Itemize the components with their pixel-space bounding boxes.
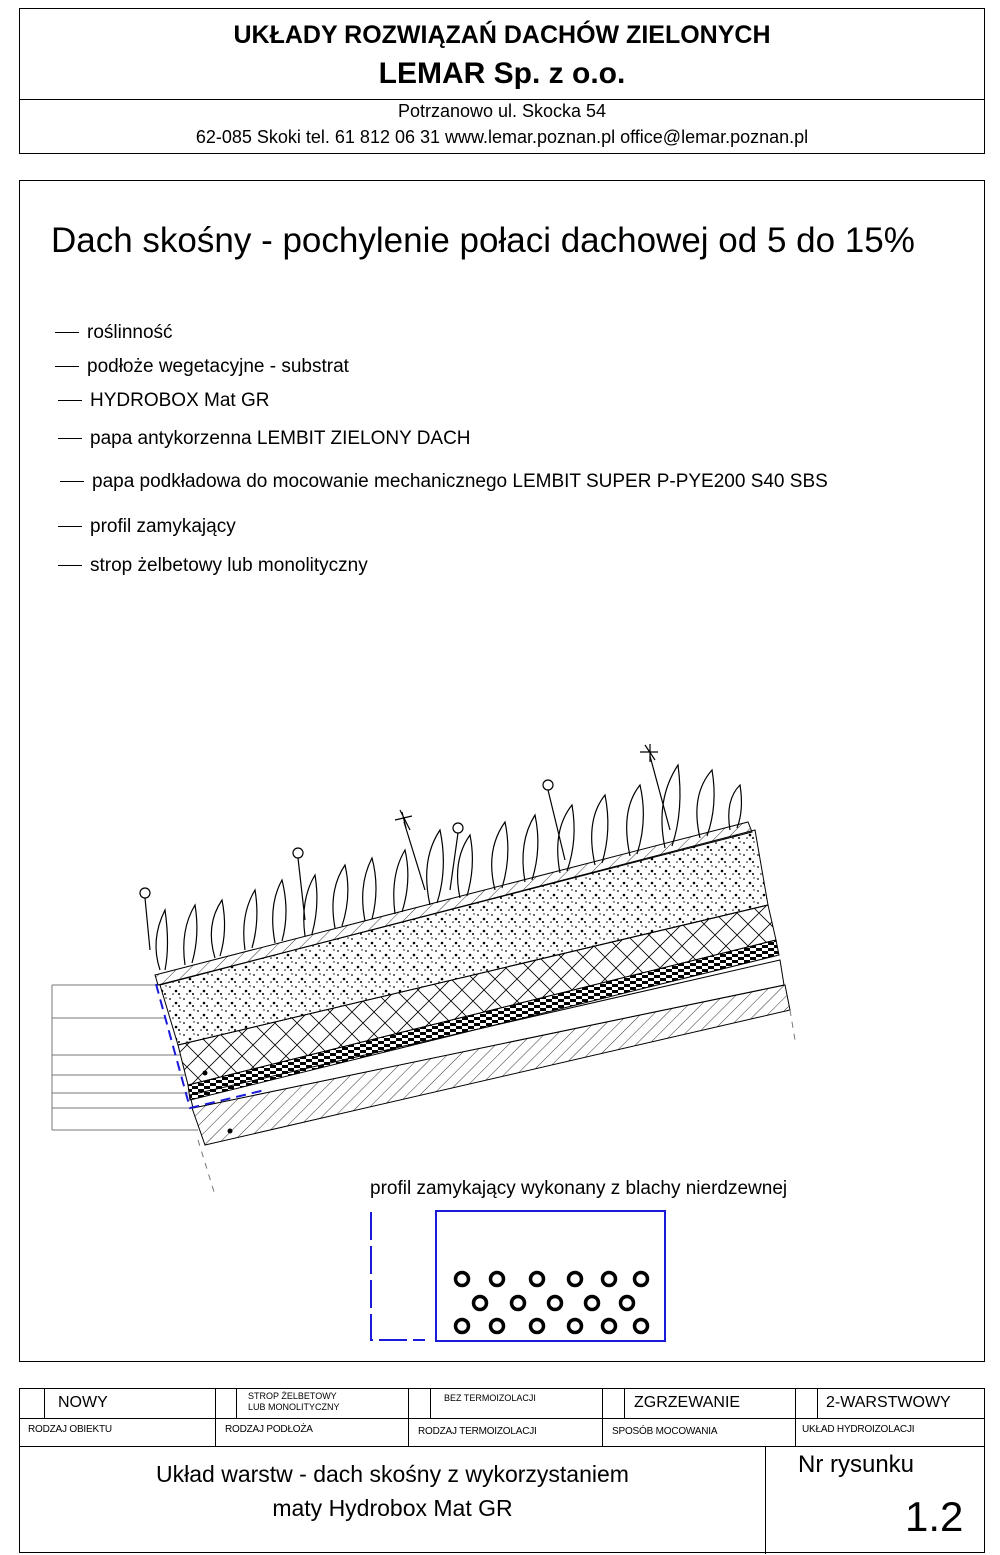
leader-line xyxy=(55,366,79,367)
layer-text: profil zamykający xyxy=(90,516,236,537)
leader-line xyxy=(58,565,82,566)
titleblock-label: RODZAJ OBIEKTU xyxy=(28,1424,112,1435)
drawing-number-value: 1.2 xyxy=(905,1493,964,1540)
layer-label xyxy=(58,390,269,412)
layer-text: roślinność xyxy=(87,322,173,343)
leader-line xyxy=(60,481,84,482)
titleblock-value: STROP ŻELBETOWY LUB MONOLITYCZNY xyxy=(248,1391,340,1412)
titleblock-value: BEZ TERMOIZOLACJI xyxy=(444,1393,536,1403)
layer-label xyxy=(55,356,349,378)
titleblock xyxy=(19,1388,985,1553)
titleblock-label: UKŁAD HYDROIZOLACJI xyxy=(802,1424,915,1435)
layer-text: papa podkładowa do mocowanie mechanicznego LEMBIT SUPER P-PYE200 S40 SBS xyxy=(92,471,828,492)
detail-caption: profil zamykający wykonany z blachy nierdzewnej xyxy=(370,1178,788,1199)
layer-label xyxy=(60,471,828,493)
layer-label xyxy=(58,516,236,538)
leader-line xyxy=(58,438,82,439)
layer-label xyxy=(58,428,471,450)
drawing-number-label: Nr rysunku xyxy=(798,1451,915,1478)
header-box xyxy=(19,8,985,154)
layer-text: strop żelbetowy lub monolityczny xyxy=(90,555,368,576)
layer-text: HYDROBOX Mat GR xyxy=(90,390,270,411)
layer-text: podłoże wegetacyjne - substrat xyxy=(87,356,349,377)
titleblock-label: SPOSÓB MOCOWANIA xyxy=(612,1426,718,1437)
drawing-heading: Dach skośny - pochylenie połaci dachowej od 5 do 15% xyxy=(51,221,915,260)
titleblock-label: RODZAJ PODŁOŻA xyxy=(225,1424,313,1435)
header-address-1: Potrzanowo ul. Skocka 54 xyxy=(397,101,607,121)
titleblock-value: NOWY xyxy=(58,1394,108,1411)
header-title: UKŁADY ROZWIĄZAŃ DACHÓW ZIELONYCH xyxy=(233,21,771,49)
header-divider xyxy=(20,99,984,100)
titleblock-label: RODZAJ TERMOIZOLACJI xyxy=(418,1426,537,1437)
drawing-description-2: maty Hydrobox Mat GR xyxy=(272,1495,513,1521)
titleblock-value: ZGRZEWANIE xyxy=(634,1394,741,1411)
layer-text: papa antykorzenna LEMBIT ZIELONY DACH xyxy=(90,428,471,449)
titleblock-value: 2-WARSTWOWY xyxy=(826,1394,951,1411)
header-address-2: 62-085 Skoki tel. 61 812 06 31 www.lemar.poznan.pl office@lemar.poznan.pl xyxy=(195,127,809,147)
drawing-description-1: Układ warstw - dach skośny z wykorzystaniem xyxy=(156,1461,629,1487)
layer-label xyxy=(58,555,368,577)
leader-line xyxy=(55,332,79,333)
layer-label xyxy=(55,322,173,344)
header-company: LEMAR Sp. z o.o. xyxy=(378,57,626,90)
leader-line xyxy=(58,526,82,527)
leader-line xyxy=(58,400,82,401)
